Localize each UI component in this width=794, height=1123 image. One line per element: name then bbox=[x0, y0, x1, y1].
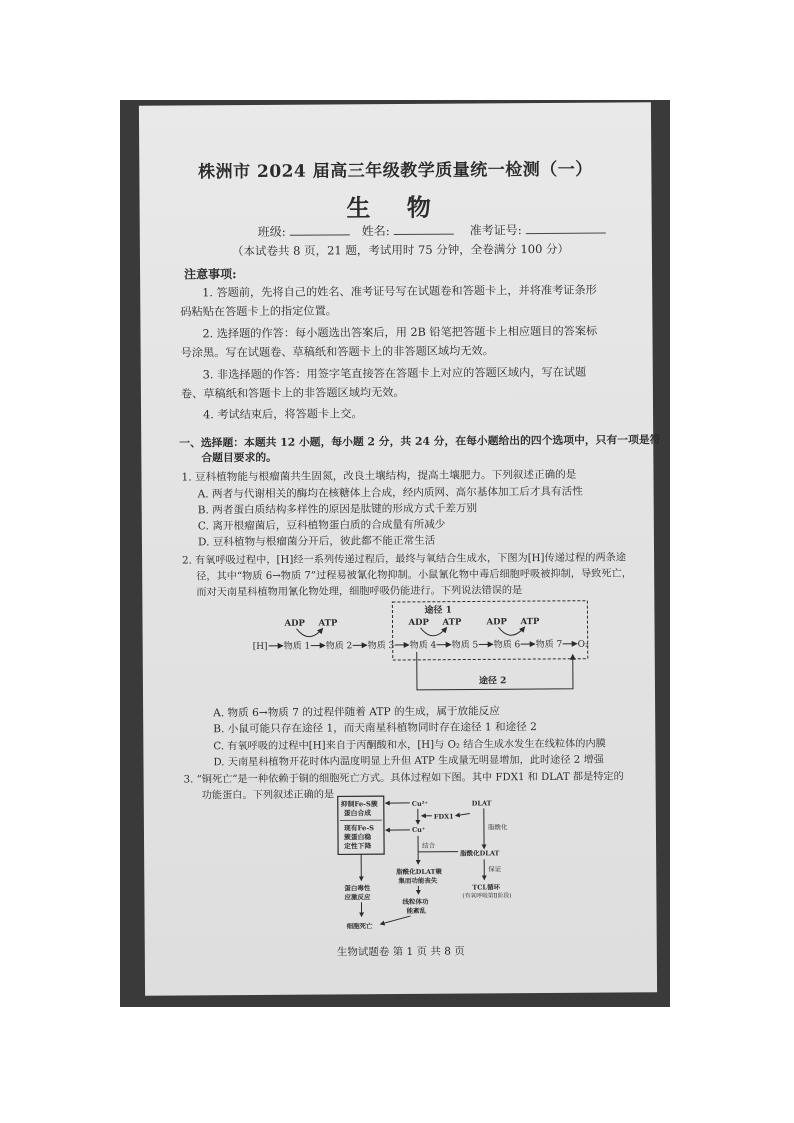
q2-stem-cont: 而对天南星科植物用氰化物处理，细胞呼吸仍能进行。下列说法错误的是 bbox=[196, 585, 523, 599]
lipoylation-label: 脂酰化 bbox=[487, 823, 508, 832]
copper-death-diagram bbox=[334, 793, 535, 934]
q2-option-b: B. 小鼠可能只存在途径 1，而天南星科植物同时存在途径 1 和途径 2 bbox=[213, 721, 537, 736]
svg-text:定性下降: 定性下降 bbox=[344, 842, 372, 851]
q2-stem: 2. 有氧呼吸过程中，[H]经一系列传递过程后，最终与氧结合生成水，下图为[H]传递过程的两条途 bbox=[182, 552, 627, 567]
q3-stem-cont: 功能蛋白。下列叙述正确的是 bbox=[201, 789, 335, 802]
instruction-line: 4. 考试结束后，将答题卡上交。 bbox=[203, 407, 363, 422]
q1-option-a: A. 两者与代谢相关的酶均在核糖体上合成，经内质网、高尔基体加工后才具有活性 bbox=[197, 485, 583, 501]
exam-title: 株洲市 2024 届高三年级教学质量统一检测（一） bbox=[197, 159, 593, 183]
ticket-field: 准考证号: bbox=[470, 221, 610, 239]
exam-page bbox=[139, 102, 661, 996]
instruction-line: 3. 非选择题的作答：用签字笔直接答在答题卡上对应的答题区域内，写在试题 bbox=[202, 365, 587, 382]
cu2-label: Cu²⁺ bbox=[411, 799, 428, 808]
substance-2: 物质 2 bbox=[325, 641, 353, 652]
q1-option-d: D. 豆科植物与根瘤菌分开后，彼此都不能正常生活 bbox=[197, 534, 436, 549]
toxicity-label: 蛋白毒性 bbox=[344, 884, 371, 893]
atp-label: ATP bbox=[318, 618, 338, 629]
q2-option-c: C. 有氧呼吸的过程中[H]来自于丙酮酸和水，[H]与 O₂ 结合生成水发生在线粒体的内膜 bbox=[213, 738, 606, 753]
subject-title: 生 物 bbox=[346, 192, 445, 223]
atp-label: ATP bbox=[442, 617, 462, 628]
q3-stem: 3. “铜死亡”是一种依赖于铜的细胞死亡方式。具体过程如下图。其中 FDX1 和 DLAT 都是特定的 bbox=[183, 771, 624, 786]
mito-label: 线粒体功 bbox=[402, 897, 429, 906]
pathway2-label: 途径 2 bbox=[478, 676, 507, 687]
svg-text:现有Fe-S: 现有Fe-S bbox=[343, 824, 375, 833]
h-label: [H] bbox=[252, 641, 268, 653]
instructions-heading: 注意事项: bbox=[184, 267, 237, 282]
substance-7: 物质 7 bbox=[535, 639, 563, 651]
svg-text:簇蛋白稳: 簇蛋白稳 bbox=[343, 833, 372, 842]
fdx1-label: FDX1 bbox=[433, 812, 454, 821]
instruction-line: 1. 答题前，先将自己的姓名、准考证号写在试题卷和答题卡上，并将准考证条形 bbox=[202, 283, 597, 300]
page-footer: 生物试题卷 第 1 页 共 8 页 bbox=[336, 945, 465, 959]
atp-label: ATP bbox=[520, 617, 540, 628]
instruction-line: 卷、草稿纸和答题卡上的非答题区域均无效。 bbox=[180, 385, 405, 401]
lipoyl-dlat-label: 脂酰化DLAT bbox=[460, 849, 500, 858]
substance-6: 物质 6 bbox=[493, 640, 521, 651]
respiration-pathway-diagram bbox=[242, 597, 603, 700]
substance-1: 物质 1 bbox=[283, 641, 311, 652]
pathway1-box bbox=[392, 601, 587, 660]
substance-3: 物质 3 bbox=[367, 641, 395, 652]
aggregation-label-cont: 集而功能丧失 bbox=[398, 876, 438, 886]
cu1-label: Cu⁺ bbox=[411, 825, 426, 834]
cell-death-label: 细胞死亡 bbox=[346, 922, 373, 931]
mito-label-cont: 能紊乱 bbox=[406, 906, 427, 915]
aggregation-label: 脂酰化DLAT聚 bbox=[396, 867, 443, 877]
adp-label: ADP bbox=[408, 617, 429, 628]
section-heading-cont: 合题目要求的。 bbox=[201, 450, 277, 465]
instruction-line: 码粘贴在答题卡上的指定位置。 bbox=[180, 304, 338, 319]
oxygen-label: O₂ bbox=[577, 639, 589, 650]
photo-background bbox=[120, 100, 670, 1007]
pathway1-label: 途径 1 bbox=[424, 605, 452, 616]
substance-4: 物质 4 bbox=[409, 640, 437, 651]
toxicity-label-cont: 应激反应 bbox=[344, 893, 371, 902]
q1-stem: 1. 豆科植物能与根瘤菌共生固氮，改良土壤结构，提高土壤肥力。下列叙述正确的是 bbox=[181, 468, 577, 484]
bind-label: 结合 bbox=[422, 841, 436, 850]
name-field: 姓名: bbox=[362, 222, 458, 240]
tcl-label-cont: (有氧呼吸第Ⅱ阶段) bbox=[462, 893, 512, 900]
q1-option-c: C. 离开根瘤菌后，豆科植物蛋白质的合成量有所减少 bbox=[197, 518, 446, 533]
adp-label: ADP bbox=[486, 617, 507, 628]
substance-5: 物质 5 bbox=[451, 640, 479, 651]
adp-label: ADP bbox=[284, 618, 305, 629]
svg-text:蛋白合成: 蛋白合成 bbox=[343, 809, 372, 818]
dlat-label: DLAT bbox=[471, 799, 492, 808]
ensure-label: 保证 bbox=[488, 865, 502, 874]
instruction-line: 2. 选择题的作答：每小题选出答案后，用 2B 铅笔把答题卡上相应题目的答案标 bbox=[202, 324, 598, 341]
section-heading: 一、选择题：本题共 12 小题，每小题 2 分，共 24 分，在每小题给出的四个选项中，只有一项是符 bbox=[179, 433, 661, 450]
q1-option-b: B. 两者蛋白质结构多样性的原因是肽键的形成方式千差万别 bbox=[197, 502, 478, 517]
q2-option-d: D. 天南星科植物开花时体内温度明显上升但 ATP 生成量无明显增加，此时途径 2 增强 bbox=[213, 754, 604, 769]
exam-note: （本试卷共 8 页，21 题，考试用时 75 分钟，全卷满分 100 分） bbox=[231, 241, 570, 259]
class-field: 班级: bbox=[258, 222, 354, 240]
instruction-line: 号涂黑。写在试题卷、草稿纸和答题卡上的非答题区域均无效。 bbox=[180, 344, 494, 360]
q2-stem-cont: 径，其中“物质 6→物质 7”过程易被氰化物抑制。小鼠氰化物中毒后细胞呼吸被抑制，导致死亡， bbox=[196, 568, 632, 583]
svg-text:抑制Fe-S簇: 抑制Fe-S簇 bbox=[340, 800, 378, 809]
tcl-label: TCL循环 bbox=[472, 883, 500, 892]
q2-option-a: A. 物质 6→物质 7 的过程伴随着 ATP 的生成，属于放能反应 bbox=[213, 705, 500, 720]
